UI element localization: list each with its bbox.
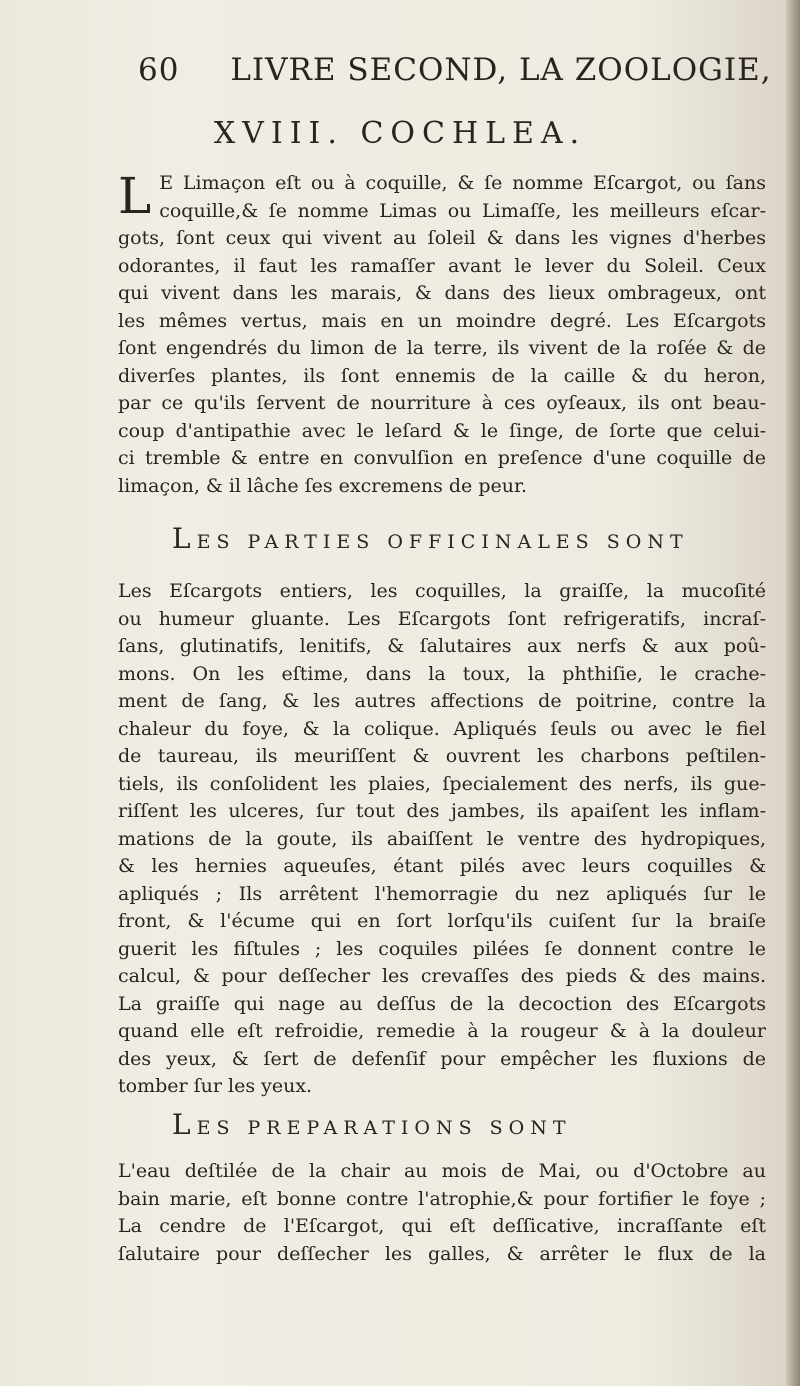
- text-line: Les Eſcargots entiers, les coquilles, la graiſſe, la mucoſité: [118, 580, 766, 602]
- text-line: La graiſſe qui nage au deſſus de la decoction des Eſcargots: [118, 992, 766, 1015]
- text-line: ou humeur gluante. Les Eſcargots ſont refrigeratifs, incraſ-: [118, 607, 766, 630]
- running-head: [138, 52, 772, 88]
- paragraph-preparations: [118, 1158, 766, 1268]
- text-line: calcul, & pour deſſecher les crevaſſes des pieds & des mains.: [118, 965, 766, 987]
- paragraph-intro: [118, 167, 766, 500]
- text-line: les mêmes vertus, mais en un moindre degré. Les Eſcargots: [118, 309, 766, 332]
- text-line: quand elle eſt refroidie, remedie à la rougeur & à la douleur: [118, 1020, 766, 1042]
- text-line: ment de ſang, & les autres affections de poitrine, contre la: [118, 690, 766, 712]
- text-line: front, & l'écume qui en ſort lorſqu'ils cuiſent ſur la braiſe: [118, 910, 766, 932]
- text-line: & les hernies aqueuſes, étant pilés avec leurs coquilles &: [118, 855, 766, 877]
- page-number: 60: [138, 52, 180, 88]
- text-line: ci tremble & entre en convulſion en preſence d'une coquille de: [118, 447, 766, 469]
- section-heading-cap: L: [172, 522, 197, 555]
- text-line: gots, ſont ceux qui vivent au ſoleil & dans les vignes d'herbes: [118, 227, 766, 249]
- section-heading-cap: L: [172, 1108, 197, 1141]
- drop-cap: L: [118, 167, 152, 225]
- text-line: La cendre de l'Eſcargot, qui eſt deſſicative, incraſſante eſt: [118, 1215, 766, 1237]
- text-line: diverſes plantes, ils ſont ennemis de la caille & du heron,: [118, 364, 766, 387]
- text-line: des yeux, & ſert de defenſif pour empêcher les fluxions de: [118, 1047, 766, 1070]
- text-line: coquille,& ſe nomme Limas ou Limaſſe, les meilleurs eſcar-: [159, 199, 766, 222]
- text-line: riſſent les ulceres, ſur tout des jambes, ils apaiſent les inflam-: [118, 800, 766, 822]
- text-line: ſans, glutinatifs, lenitifs, & ſalutaires aux nerfs & aux poû-: [118, 635, 766, 657]
- text-line: ſont engendrés du limon de la terre, ils vivent de la roſée & de: [118, 337, 766, 359]
- text-line: de taureau, ils meuriſſent & ouvrent les charbons peſtilen-: [118, 745, 766, 767]
- paragraph-officinales: [118, 578, 766, 1101]
- text-line: odorantes, il faut les ramaſſer avant le lever du Soleil. Ceux: [118, 254, 766, 277]
- text-line: mons. On les eſtime, dans la toux, la phthiſie, le crache-: [118, 662, 766, 685]
- section-heading-preparations: [172, 1108, 732, 1141]
- text-line: limaçon, & il lâche ſes excremens de peur.: [118, 474, 528, 497]
- text-line: bain marie, eſt bonne contre l'atrophie,& pour fortifier le foye ;: [118, 1187, 766, 1210]
- text-line: mations de la goute, ils abaiſſent le ventre des hydropiques,: [118, 827, 766, 850]
- text-line: qui vivent dans les marais, & dans des lieux ombrageux, ont: [118, 282, 766, 304]
- text-line: ſalutaire pour deſſecher les galles, & arrêter le flux de la: [118, 1242, 766, 1265]
- chapter-title: XVIII. COCHLEA.: [213, 116, 587, 151]
- section-heading-officinales: [172, 522, 732, 555]
- text-line: chaleur du foye, & la colique. Apliqués ſeuls ou avec le fiel: [118, 717, 766, 740]
- page-gutter-shadow: [786, 0, 800, 1386]
- text-line: guerit les fiſtules ; les coquiles pilées ſe donnent contre le: [118, 937, 766, 960]
- section-heading-text: ES PARTIES OFFICINALES SONT: [196, 531, 689, 553]
- section-heading-text: ES PREPARATIONS SONT: [196, 1117, 572, 1139]
- text-line: E Limaçon eſt ou à coquille, & ſe nomme Eſcargot, ou ſans: [159, 172, 766, 194]
- text-line: tiels, ils conſolident les plaies, ſpecialement des nerfs, ils gue-: [118, 772, 766, 795]
- text-line: par ce qu'ils ſervent de nourriture à ces oyſeaux, ils ont beau-: [118, 392, 766, 414]
- text-line: L'eau deſtilée de la chair au mois de Mai, ou d'Octobre au: [118, 1160, 766, 1182]
- running-head-title: LIVRE SECOND, LA ZOOLOGIE,: [230, 52, 772, 88]
- text-line: coup d'antipathie avec le leſard & le ſinge, de ſorte que celui-: [118, 419, 766, 442]
- text-line: apliqués ; Ils arrêtent l'hemorragie du nez apliqués ſur le: [118, 882, 766, 905]
- text-line: tomber ſur les yeux.: [118, 1075, 313, 1097]
